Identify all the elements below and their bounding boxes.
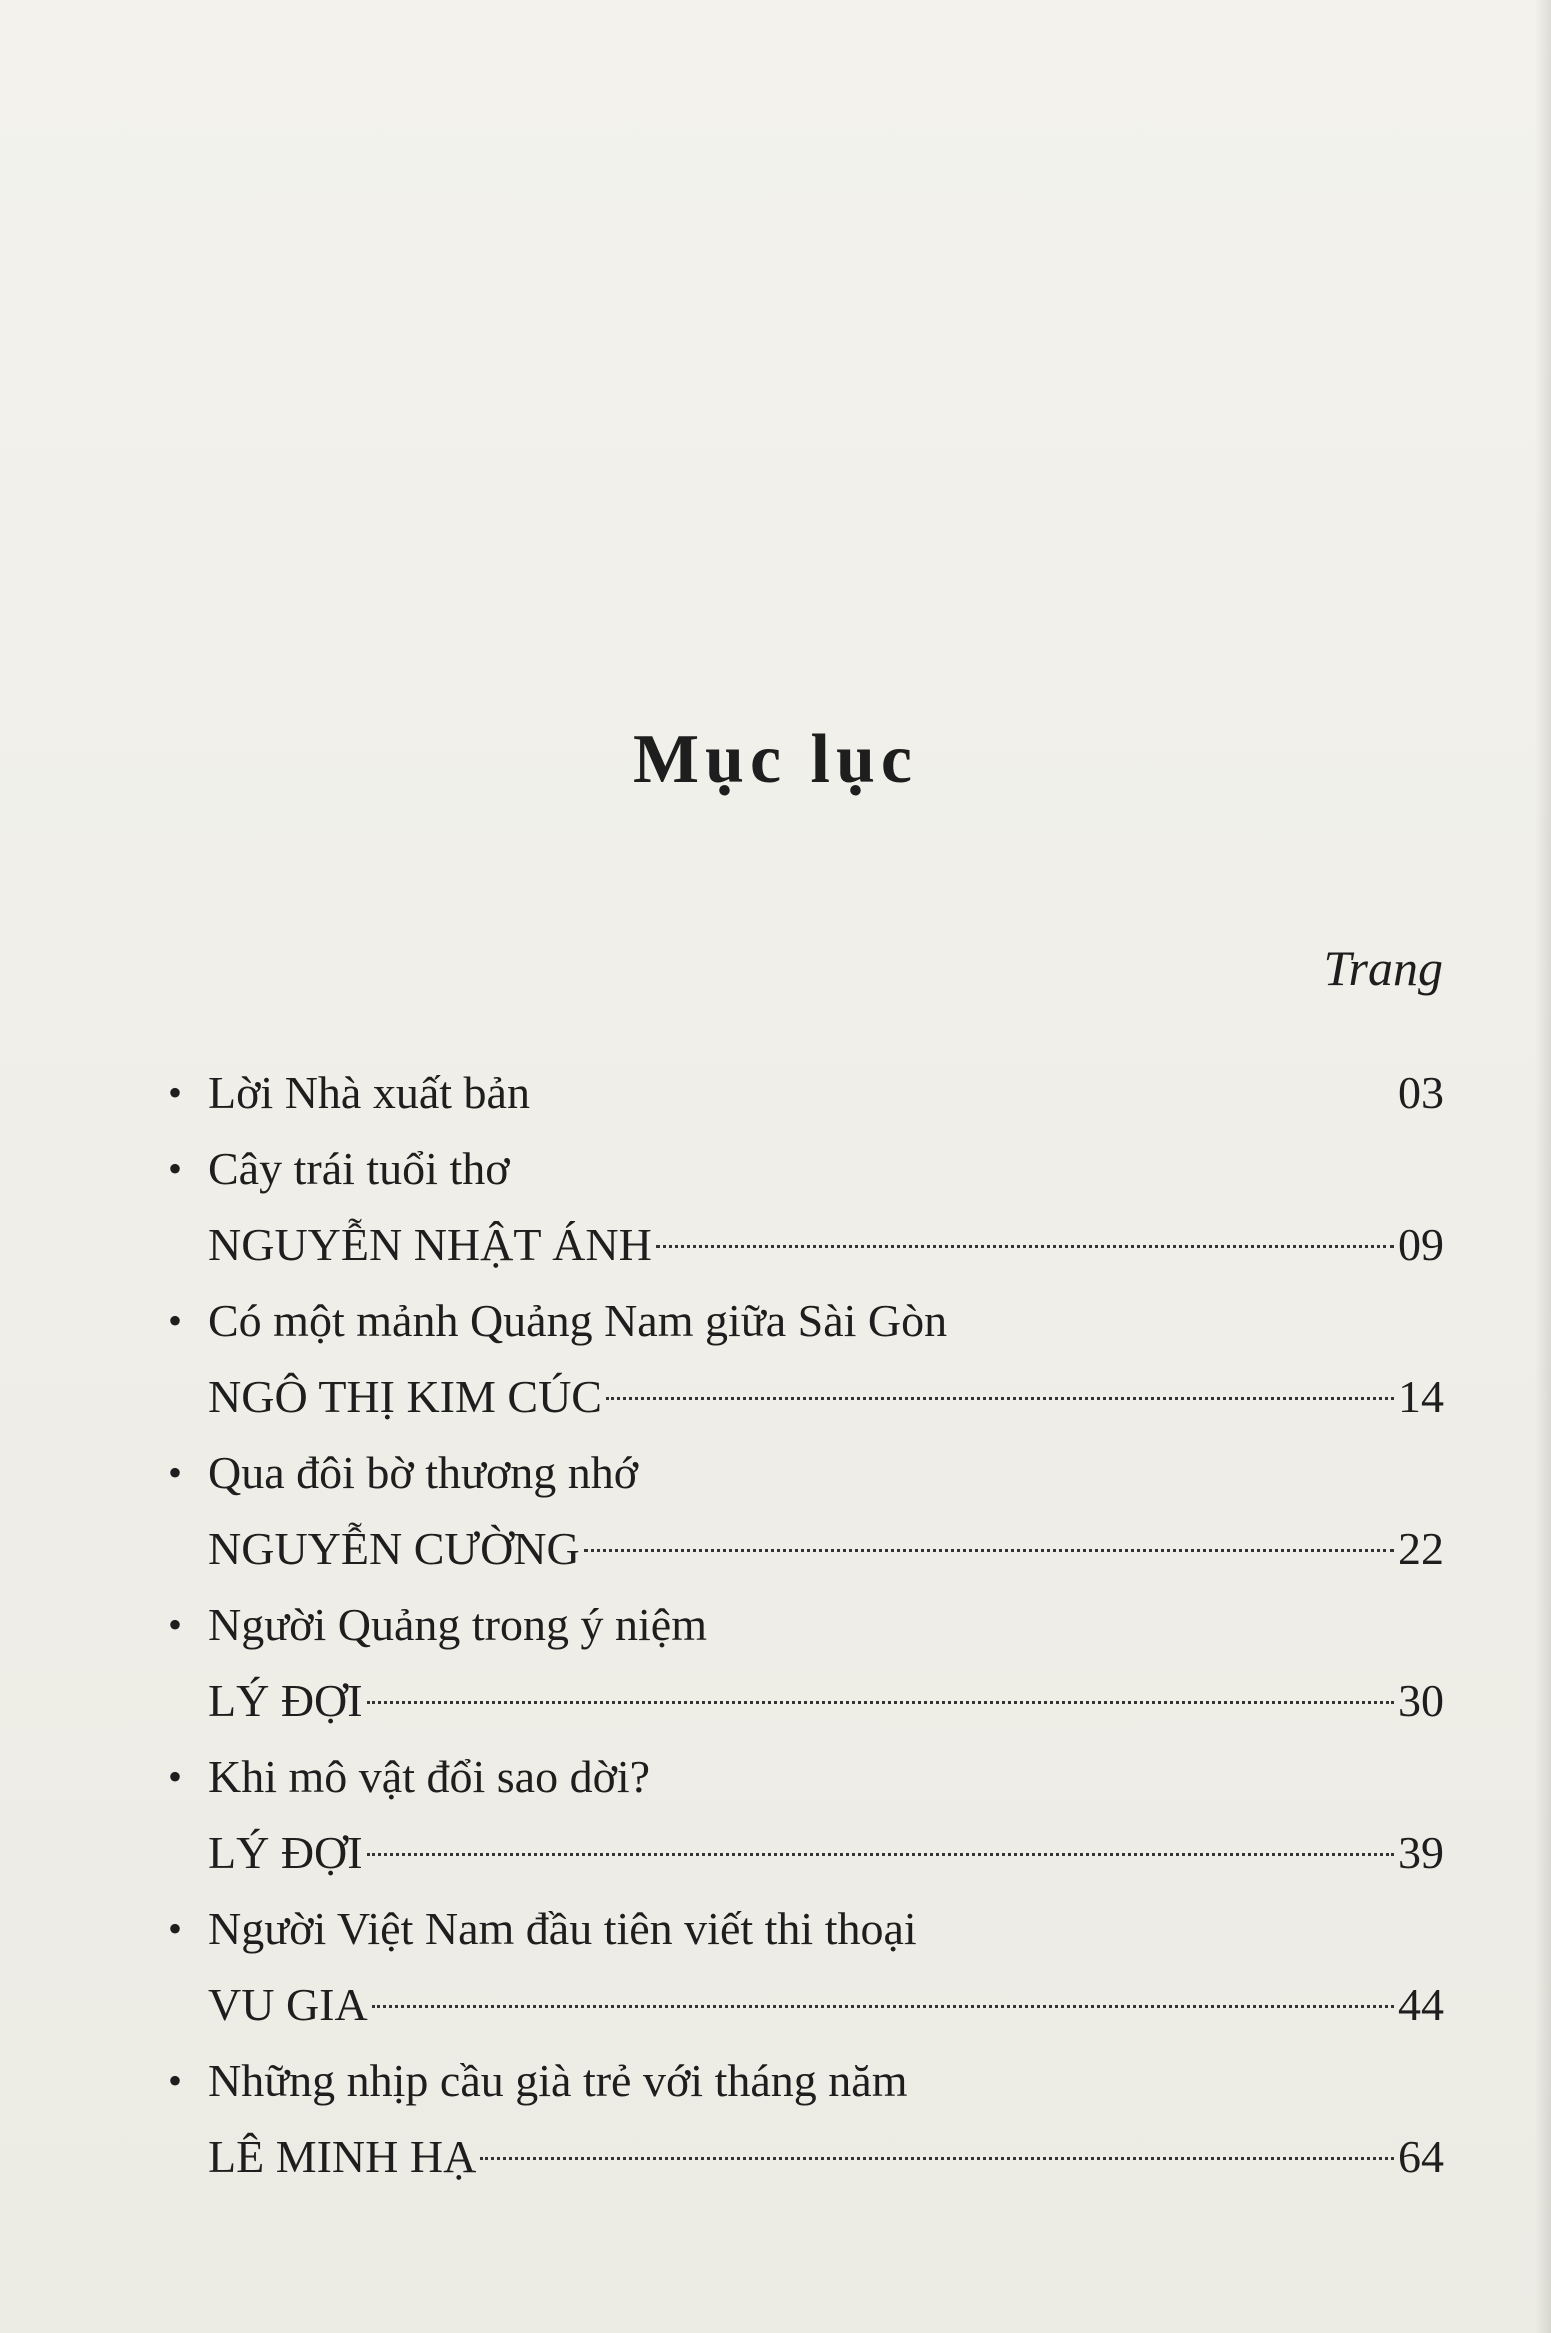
toc-entry-page: 22 <box>1398 1523 1444 1574</box>
bullet-icon: • <box>168 1906 183 1951</box>
toc-entry-author: NGUYỄN CƯỜNG <box>208 1523 580 1574</box>
table-of-contents <box>168 1055 1444 2195</box>
toc-entry-title-row <box>168 1587 1444 1663</box>
bullet-icon: • <box>168 1754 183 1799</box>
toc-entry-page: 30 <box>1398 1675 1444 1726</box>
dot-leader <box>480 2157 1394 2160</box>
toc-entry-title-row <box>168 1435 1444 1511</box>
toc-entry-title-row <box>168 1283 1444 1359</box>
toc-entry-page: 44 <box>1398 1979 1444 2030</box>
toc-entry-page: 39 <box>1398 1827 1444 1878</box>
toc-entry-author: NGUYỄN NHẬT ÁNH <box>208 1219 652 1270</box>
toc-entry-title: Những nhịp cầu già trẻ với tháng năm <box>208 2055 908 2106</box>
toc-entry-title: Người Quảng trong ý niệm <box>208 1599 707 1650</box>
toc-entry-title-row <box>168 2043 1444 2119</box>
dot-leader <box>367 1853 1394 1856</box>
toc-entry-title: Có một mảnh Quảng Nam giữa Sài Gòn <box>208 1295 948 1346</box>
bullet-icon: • <box>168 1146 183 1191</box>
toc-entry-author: LÝ ĐỢI <box>208 1675 363 1726</box>
toc-entry-author-row <box>168 2119 1444 2195</box>
dot-leader <box>606 1397 1394 1400</box>
toc-entry-author-row <box>168 1815 1444 1891</box>
bullet-icon: • <box>168 1298 183 1343</box>
toc-entry-author: LÊ MINH HẠ <box>208 2131 477 2182</box>
toc-entry-title-row <box>168 1739 1444 1815</box>
bullet-icon: • <box>168 1602 183 1647</box>
dot-leader <box>372 2005 1394 2008</box>
toc-entry-page: 14 <box>1398 1371 1444 1422</box>
page-column-label: Trang <box>1323 940 1443 996</box>
toc-entry-title: Cây trái tuổi thơ <box>208 1143 510 1194</box>
toc-entry-title-row <box>168 1891 1444 1967</box>
toc-entry-line <box>168 1055 1444 1131</box>
toc-entry[interactable] <box>168 2043 1444 2195</box>
toc-entry[interactable] <box>168 1435 1444 1587</box>
toc-entry-title: Khi mô vật đổi sao dời? <box>208 1751 651 1802</box>
toc-entry-author-row <box>168 1359 1444 1435</box>
dot-leader <box>584 1549 1394 1552</box>
bullet-icon: • <box>168 2058 183 2103</box>
toc-entry-title: Lời Nhà xuất bản <box>208 1067 530 1118</box>
toc-entry-title: Người Việt Nam đầu tiên viết thi thoại <box>208 1903 917 1954</box>
toc-entry-author: LÝ ĐỢI <box>208 1827 363 1878</box>
toc-entry-author-row <box>168 1967 1444 2043</box>
toc-entry[interactable] <box>168 1283 1444 1435</box>
toc-entry-author: VU GIA <box>208 1979 368 2030</box>
toc-entry[interactable] <box>168 1739 1444 1891</box>
toc-entry[interactable] <box>168 1131 1444 1283</box>
bullet-icon: • <box>168 1070 183 1115</box>
toc-entry[interactable] <box>168 1891 1444 2043</box>
toc-entry-author-row <box>168 1663 1444 1739</box>
dot-leader <box>656 1245 1394 1248</box>
toc-entry-author-row <box>168 1207 1444 1283</box>
toc-entry-author-row <box>168 1511 1444 1587</box>
toc-entry-author: NGÔ THỊ KIM CÚC <box>208 1371 602 1422</box>
toc-entry-title-row <box>168 1131 1444 1207</box>
toc-entry[interactable] <box>168 1055 1444 1131</box>
toc-entry-page: 64 <box>1398 2131 1444 2182</box>
page-title: Mục lục <box>632 721 919 798</box>
toc-entry-page: 03 <box>1398 1067 1444 1118</box>
toc-entry[interactable] <box>168 1587 1444 1739</box>
dot-leader <box>367 1701 1394 1704</box>
bullet-icon: • <box>168 1450 183 1495</box>
toc-entry-title: Qua đôi bờ thương nhớ <box>208 1447 639 1498</box>
page-edge-shadow <box>1535 0 1551 2333</box>
toc-entry-page: 09 <box>1398 1219 1444 1270</box>
